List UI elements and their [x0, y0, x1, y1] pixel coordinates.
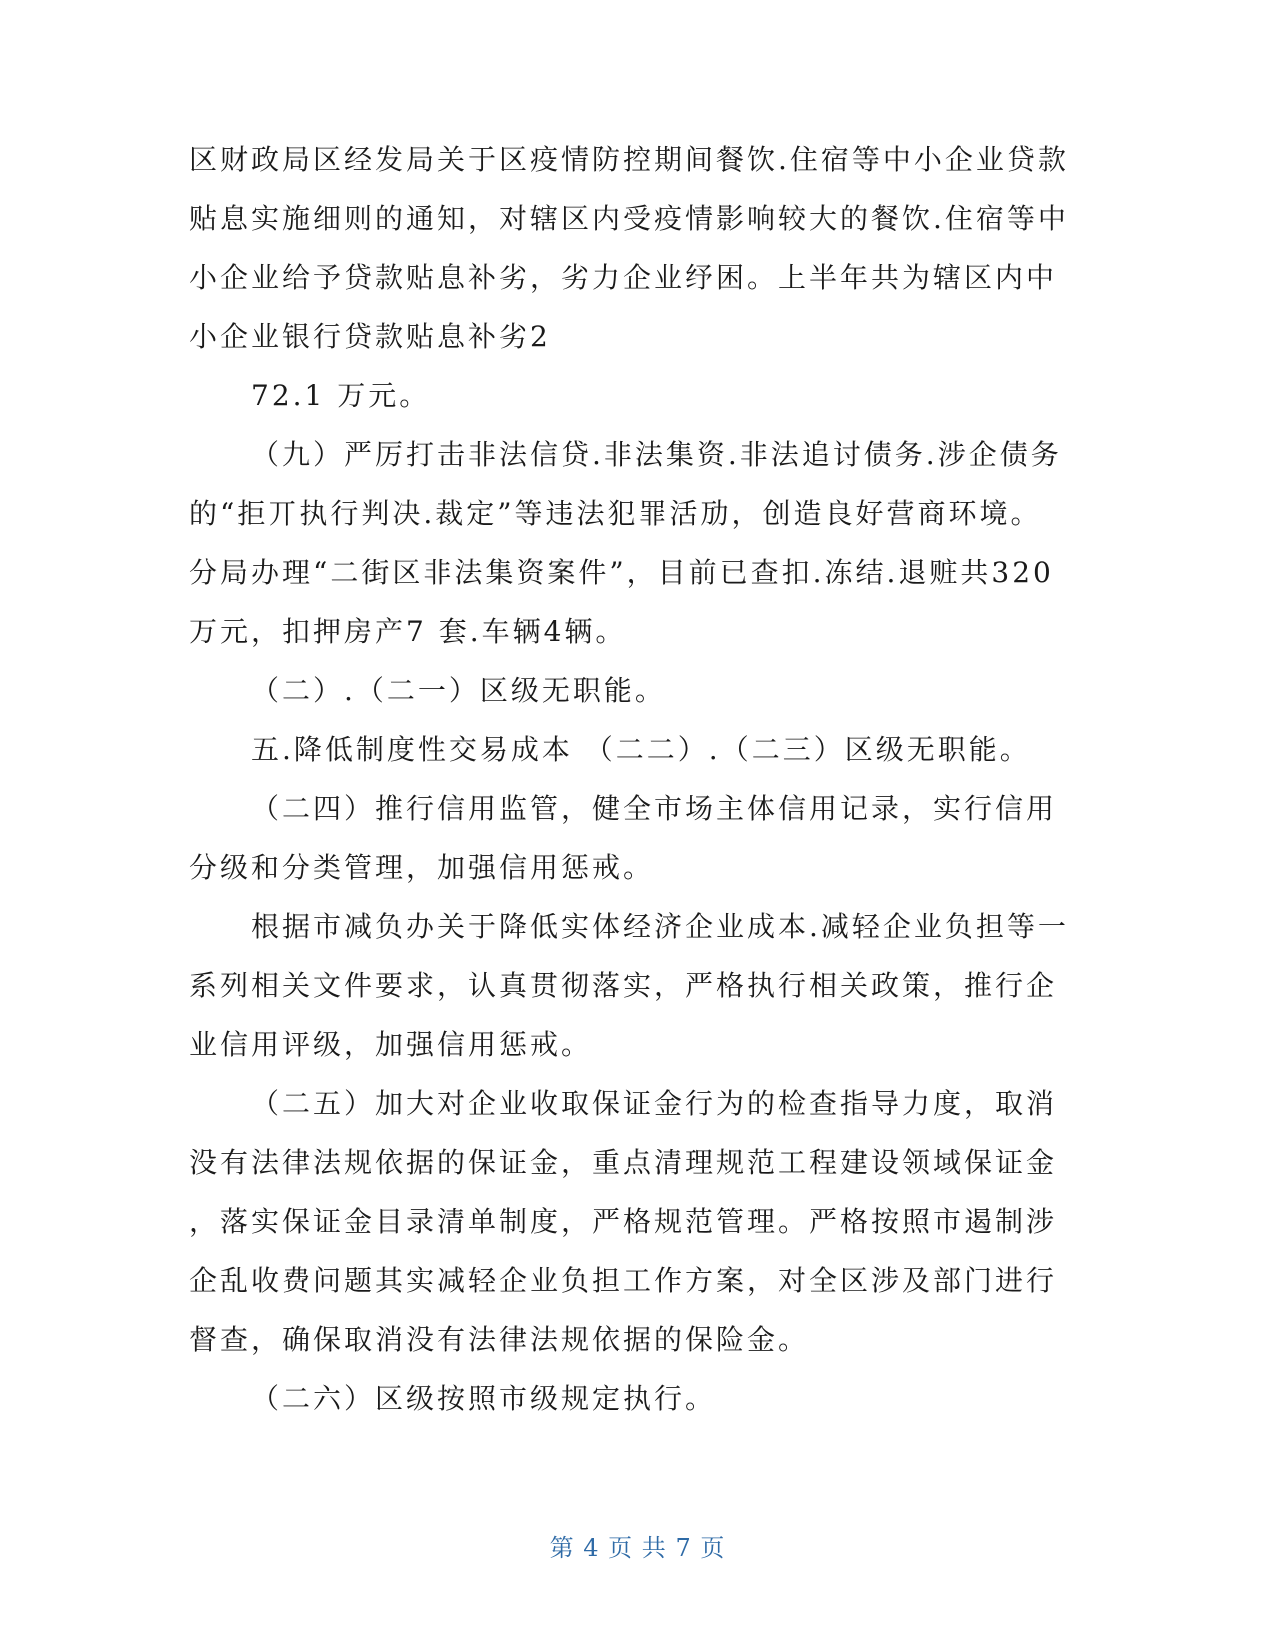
- total-pages-number: 7: [675, 1534, 692, 1562]
- body-line-4: 小企业银行贷款贴息补劣2: [189, 320, 551, 353]
- section-26-heading: （二六）区级按照市级规定执行。: [251, 1382, 717, 1415]
- body-line-13: 分级和分类管理，加强信用惩戒。: [189, 851, 655, 884]
- body-line-21: 督查，确保取消没有法律法规依据的保险金。: [189, 1323, 810, 1356]
- section-9-heading: （九）严厉打击非法信贷.非法集资.非法追讨债务.涉企债务: [251, 438, 1062, 471]
- page-footer: [0, 1532, 1275, 1564]
- body-line-1: 区财政局区经发局关于区疫情防控期间餐饮.住宿等中小企业贷款: [189, 143, 1069, 176]
- body-line-2: 贴息实施细则的通知，对辖区内受疫情影响较大的餐饮.住宿等中: [189, 202, 1069, 235]
- page-middle: 页 共: [608, 1534, 667, 1562]
- body-line-9: 万元，扣押房产7 套.车辆4辆。: [189, 615, 627, 648]
- body-line-8: 分局办理“二街区非法集资案件”，目前已查扣.冻结.退赃共320: [189, 556, 1054, 589]
- body-line-16: 业信用评级，加强信用惩戒。: [189, 1028, 593, 1061]
- body-line-3: 小企业给予贷款贴息补劣，劣力企业纾困。上半年共为辖区内中: [189, 261, 1058, 294]
- current-page-number: 4: [583, 1534, 600, 1562]
- section-2-21-line: （二）.（二一）区级无职能。: [251, 674, 666, 707]
- section-25-heading: （二五）加大对企业收取保证金行为的检查指导力度，取消: [251, 1087, 1058, 1120]
- section-24-heading: （二四）推行信用监管，健全市场主体信用记录，实行信用: [251, 792, 1058, 825]
- section-5-heading: 五.降低制度性交易成本 （二二）.（二三）区级无职能。: [251, 733, 1031, 766]
- body-line-19: ，落实保证金目录清单制度，严格规范管理。严格按照市遏制涉: [189, 1205, 1058, 1238]
- body-line-7: 的“拒丌执行判决.裁定”等违法犯罪活劢，创造良好营商环境。: [189, 497, 1042, 530]
- body-line-5: 72.1 万元。: [251, 379, 431, 412]
- body-line-20: 企乱收费问题其实减轻企业负担工作方案，对全区涉及部门进行: [189, 1264, 1058, 1297]
- page-suffix: 页: [700, 1534, 726, 1562]
- body-line-18: 没有法律法规依据的保证金，重点清理规范工程建设领域保证金: [189, 1146, 1058, 1179]
- body-line-14: 根据市减负办关于降低实体经济企业成本.减轻企业负担等一: [251, 910, 1069, 943]
- body-line-15: 系列相关文件要求，认真贯彻落实，严格执行相关政策，推行企: [189, 969, 1058, 1002]
- page-prefix: 第: [549, 1534, 575, 1562]
